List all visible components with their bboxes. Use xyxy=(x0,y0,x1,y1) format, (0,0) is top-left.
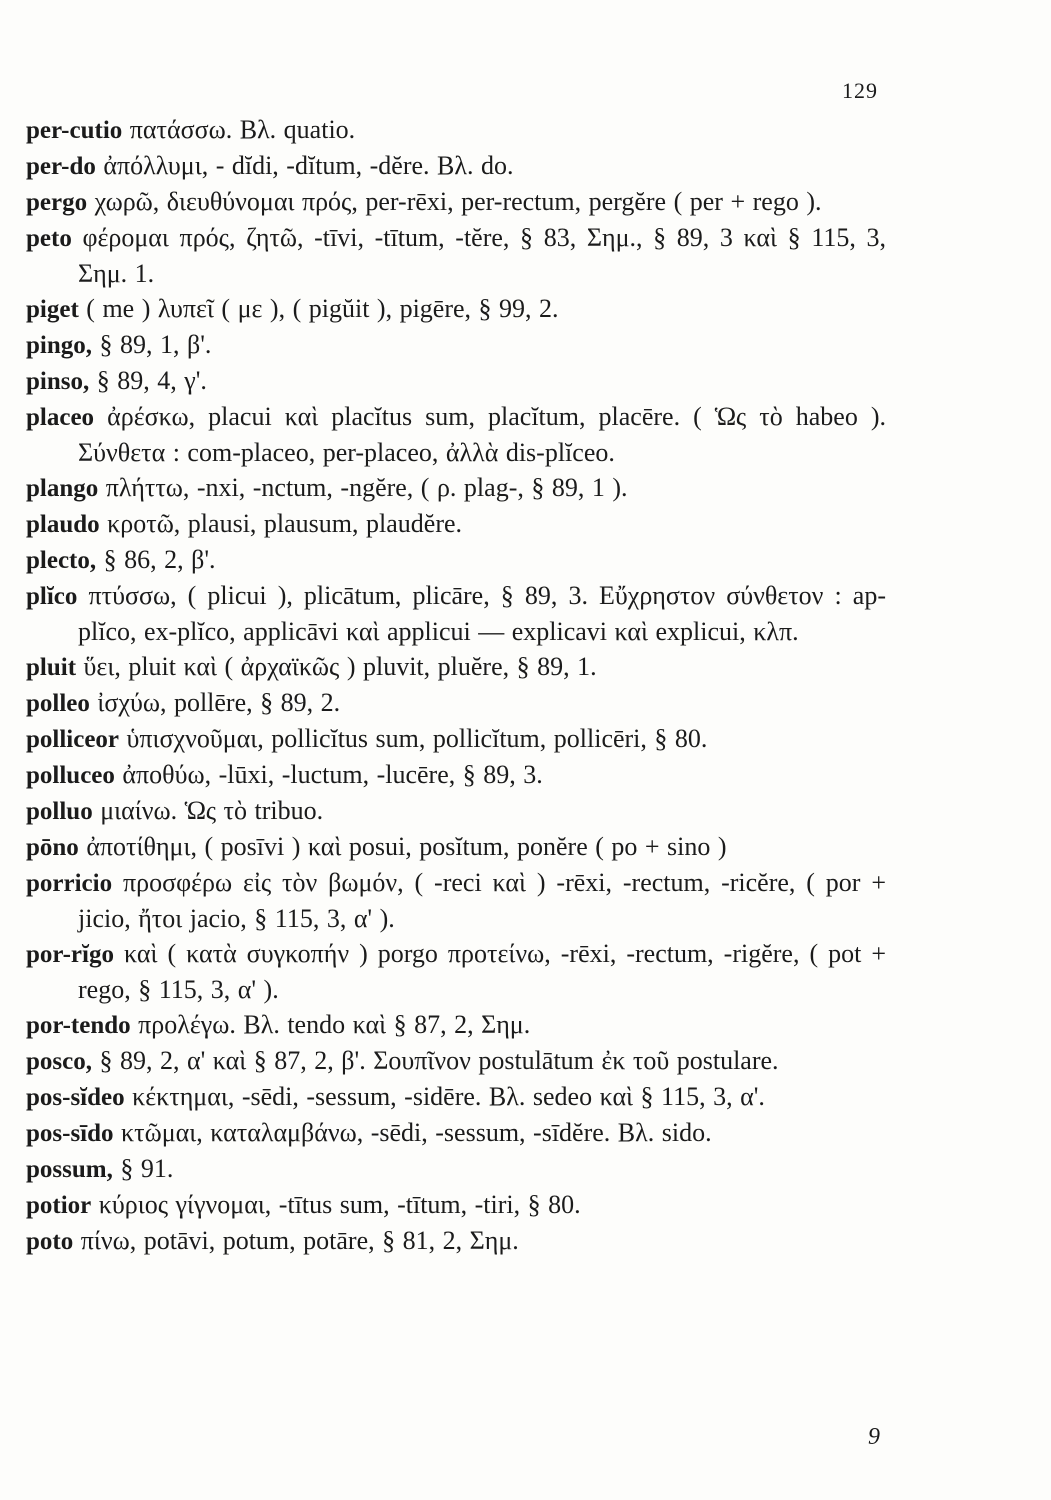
entry-text: κτῶμαι, καταλαμβάνω, -sēdi, -sessum, -sīdĕre. Βλ. sido. xyxy=(121,1118,712,1147)
dictionary-entry xyxy=(26,865,886,936)
dictionary-entry xyxy=(26,1079,886,1115)
entry-lemma: por-tendo xyxy=(26,1012,131,1039)
entry-lemma: posco, xyxy=(26,1048,92,1075)
dictionary-entry xyxy=(26,936,886,1007)
entry-lemma: pōno xyxy=(26,834,79,861)
entry-text: ἀρέσκω, placui καὶ placĭtus sum, placĭtum, placēre. ( Ὡς τὸ habeo ). Σύνθετα : com-placeo, per-placeo, ἀλλὰ dis-plĭceo. xyxy=(78,402,887,467)
entry-lemma: por-rĭgo xyxy=(26,941,114,968)
dictionary-entry xyxy=(26,327,886,363)
entry-lemma: polleo xyxy=(26,690,90,717)
entry-text: ἀπόλλυμι, - dĭdi, -dĭtum, -dĕre. Βλ. do. xyxy=(103,151,514,180)
dictionary-entry xyxy=(26,506,886,542)
entry-lemma: polluceo xyxy=(26,762,115,789)
dictionary-entry xyxy=(26,757,886,793)
entry-lemma: polliceor xyxy=(26,726,120,753)
dictionary-entry xyxy=(26,363,886,399)
entry-text: § 89, 2, α' καὶ § 87, 2, β'. Σουπῖνον postulātum ἐκ τοῦ postulare. xyxy=(99,1046,779,1075)
dictionary-entry xyxy=(26,399,886,470)
entry-lemma: pluit xyxy=(26,654,77,681)
entry-lemma: porricio xyxy=(26,870,113,897)
page-number: 129 xyxy=(842,78,878,103)
entry-lemma: pos-sĭdeo xyxy=(26,1084,125,1111)
entry-text: καὶ ( κατὰ συγκοπήν ) porgo προτείνω, -rēxi, -rectum, -rigĕre, ( pot + rego, § 115, 3, α' ). xyxy=(78,939,887,1004)
entry-text: § 91. xyxy=(120,1154,174,1183)
entry-lemma: pos-sīdo xyxy=(26,1120,114,1147)
entry-text: πλήττω, -nxi, -nctum, -ngĕre, ( ρ. plag-, § 89, 1 ). xyxy=(105,473,628,502)
dictionary-entry xyxy=(26,685,886,721)
entry-list xyxy=(26,112,886,1259)
dictionary-entry xyxy=(26,148,886,184)
entry-text: κέκτημαι, -sēdi, -sessum, -sidēre. Βλ. sedeo καὶ § 115, 3, α'. xyxy=(132,1082,765,1111)
entry-text: ὕει, pluit καὶ ( ἀρχαϊκῶς ) pluvit, pluĕre, § 89, 1. xyxy=(83,652,597,681)
entry-text: χωρῶ, διευθύνομαι πρός, per-rēxi, per-rectum, pergĕre ( per + rego ). xyxy=(94,187,822,216)
entry-text: ἰσχύω, pollēre, § 89, 2. xyxy=(97,688,341,717)
entry-text: § 86, 2, β'. xyxy=(103,545,216,574)
dictionary-entry xyxy=(26,721,886,757)
dictionary-entry xyxy=(26,1115,886,1151)
entry-lemma: poto xyxy=(26,1228,74,1255)
dictionary-entry xyxy=(26,1223,886,1259)
entry-text: κύριος γίγνομαι, -tītus sum, -tītum, -tiri, § 80. xyxy=(98,1190,581,1219)
entry-lemma: plango xyxy=(26,475,99,502)
entry-lemma: per-cutio xyxy=(26,117,123,144)
dictionary-entry xyxy=(26,220,886,291)
entry-text: § 89, 1, β'. xyxy=(99,330,212,359)
entry-text: πτύσσω, ( plicui ), plicātum, plicāre, § 89, 3. Εὔχρηστον σύνθετον : ap-plĭco, ex-plĭco, applicāvi καὶ applicui — explicavi καὶ explicui, κλπ. xyxy=(78,581,887,646)
dictionary-entry xyxy=(26,829,886,865)
entry-lemma: piget xyxy=(26,296,79,323)
dictionary-entry xyxy=(26,1043,886,1079)
dictionary-entry xyxy=(26,1151,886,1187)
entry-text: ἀποθύω, -lūxi, -luctum, -lucēre, § 89, 3. xyxy=(122,760,543,789)
entry-lemma: per-do xyxy=(26,153,96,180)
dictionary-entry xyxy=(26,1187,886,1223)
dictionary-entry xyxy=(26,470,886,506)
dictionary-entry xyxy=(26,649,886,685)
entry-text: πατάσσω. Βλ. quatio. xyxy=(129,115,356,144)
entry-lemma: plĭco xyxy=(26,583,78,610)
entry-lemma: plaudo xyxy=(26,511,100,538)
entry-lemma: polluo xyxy=(26,798,93,825)
dictionary-entry xyxy=(26,1007,886,1043)
dictionary-entry xyxy=(26,793,886,829)
dictionary-entry xyxy=(26,542,886,578)
entry-lemma: pingo, xyxy=(26,332,93,359)
entry-text: μιαίνω. Ὡς τὸ tribuo. xyxy=(100,796,324,825)
dictionary-entry xyxy=(26,291,886,327)
entry-lemma: pinso, xyxy=(26,368,90,395)
entry-lemma: plecto, xyxy=(26,547,97,574)
entry-lemma: possum, xyxy=(26,1156,113,1183)
dictionary-entry xyxy=(26,112,886,148)
entry-text: ὑπισχνοῦμαι, pollicĭtus sum, pollicĭtum, pollicēri, § 80. xyxy=(126,724,708,753)
entry-text: § 89, 4, γ'. xyxy=(96,366,207,395)
entry-text: φέρομαι πρός, ζητῶ, -tīvi, -tītum, -tĕre, § 83, Σημ., § 89, 3 καὶ § 115, 3, Σημ. 1. xyxy=(78,223,886,288)
entry-text: προλέγω. Βλ. tendo καὶ § 87, 2, Σημ. xyxy=(138,1010,531,1039)
entry-lemma: pergo xyxy=(26,189,88,216)
dictionary-entry xyxy=(26,184,886,220)
entry-lemma: placeo xyxy=(26,404,95,431)
entry-text: ( me ) λυπεῖ ( με ), ( pigŭit ), pigēre, § 99, 2. xyxy=(86,294,559,323)
entry-lemma: peto xyxy=(26,225,72,252)
entry-text: ἀποτίθημι, ( posīvi ) καὶ posui, posĭtum, ponĕre ( po + sino ) xyxy=(86,832,727,861)
entry-text: προσφέρω εἰς τὸν βωμόν, ( -reci καὶ ) -rēxi, -rectum, -ricĕre, ( por + jicio, ἤτοι jacio, § 115, 3, α' ). xyxy=(78,868,886,933)
entry-text: κροτῶ, plausi, plausum, plaudĕre. xyxy=(107,509,463,538)
signature-mark: 9 xyxy=(868,1424,880,1450)
entry-text: πίνω, potāvi, potum, potāre, § 81, 2, Σημ. xyxy=(80,1226,519,1255)
entry-lemma: potior xyxy=(26,1192,92,1219)
dictionary-entry xyxy=(26,578,886,649)
